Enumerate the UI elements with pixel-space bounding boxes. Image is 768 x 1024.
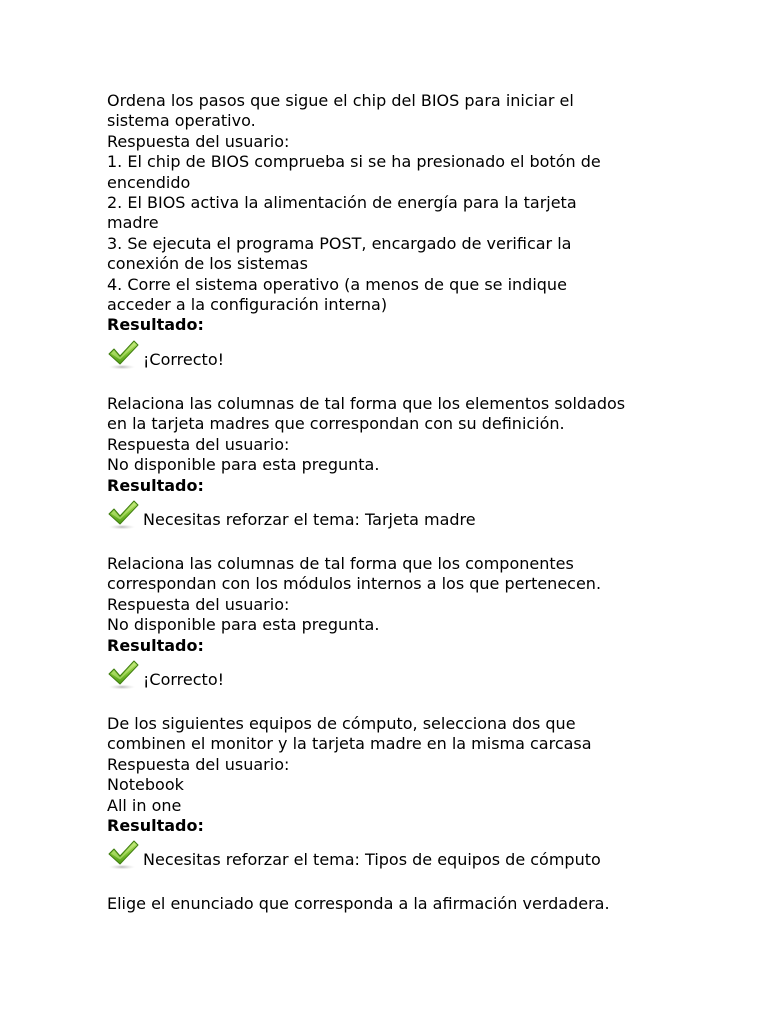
question-1 xyxy=(107,91,667,376)
question-4 xyxy=(107,714,667,876)
quiz-results xyxy=(107,91,667,933)
question-prompt-line: correspondan con los módulos internos a los que pertenecen. xyxy=(107,574,602,594)
result-label: Resultado: xyxy=(107,635,204,655)
result-text: Necesitas reforzar el tema: Tarjeta madre xyxy=(143,509,476,529)
check-icon xyxy=(107,338,139,370)
response-label: Respuesta del usuario: xyxy=(107,754,290,774)
check-icon xyxy=(107,838,139,870)
question-prompt-line: Relaciona las columnas de tal forma que los componentes xyxy=(107,553,574,573)
answer-line: encendido xyxy=(107,172,191,192)
answer-line: acceder a la configuración interna) xyxy=(107,295,388,315)
answer-line: madre xyxy=(107,213,159,233)
answer-line: 2. El BIOS activa la alimentación de energía para la tarjeta xyxy=(107,193,577,213)
answer-line: conexión de los sistemas xyxy=(107,254,308,274)
answer-line: 4. Corre el sistema operativo (a menos de que se indique xyxy=(107,274,567,294)
result-text: ¡Correcto! xyxy=(143,669,225,689)
result-row xyxy=(107,498,667,536)
question-prompt-line: combinen el monitor y la tarjeta madre en la misma carcasa xyxy=(107,734,592,754)
question-5 xyxy=(107,894,667,914)
result-label: Resultado: xyxy=(107,475,204,495)
question-prompt-line: Relaciona las columnas de tal forma que los elementos soldados xyxy=(107,393,626,413)
result-label: Resultado: xyxy=(107,815,204,835)
result-label: Resultado: xyxy=(107,315,204,335)
check-icon xyxy=(107,498,139,530)
answer-line: No disponible para esta pregunta. xyxy=(107,615,380,635)
response-label: Respuesta del usuario: xyxy=(107,131,290,151)
response-label: Respuesta del usuario: xyxy=(107,434,290,454)
check-icon xyxy=(107,658,139,690)
result-row xyxy=(107,658,667,696)
question-3 xyxy=(107,554,667,696)
answer-line: Notebook xyxy=(107,775,184,795)
answer-line: All in one xyxy=(107,795,182,815)
response-label: Respuesta del usuario: xyxy=(107,594,290,614)
answer-line: 1. El chip de BIOS comprueba si se ha presionado el botón de xyxy=(107,152,601,172)
question-prompt-line: Elige el enunciado que corresponda a la afirmación verdadera. xyxy=(107,894,610,914)
question-prompt-line: De los siguientes equipos de cómputo, selecciona dos que xyxy=(107,713,576,733)
question-prompt-line: en la tarjeta madres que correspondan con su definición. xyxy=(107,414,565,434)
question-2 xyxy=(107,394,667,536)
result-text: Necesitas reforzar el tema: Tipos de equipos de cómputo xyxy=(143,850,601,870)
question-prompt-line: Ordena los pasos que sigue el chip del BIOS para iniciar el xyxy=(107,91,574,110)
result-row xyxy=(107,838,667,876)
answer-line: 3. Se ejecuta el programa POST, encargado de verificar la xyxy=(107,233,572,253)
answer-line: No disponible para esta pregunta. xyxy=(107,455,380,475)
question-prompt-line: sistema operativo. xyxy=(107,111,256,131)
result-text: ¡Correcto! xyxy=(143,349,225,369)
result-row xyxy=(107,338,667,376)
